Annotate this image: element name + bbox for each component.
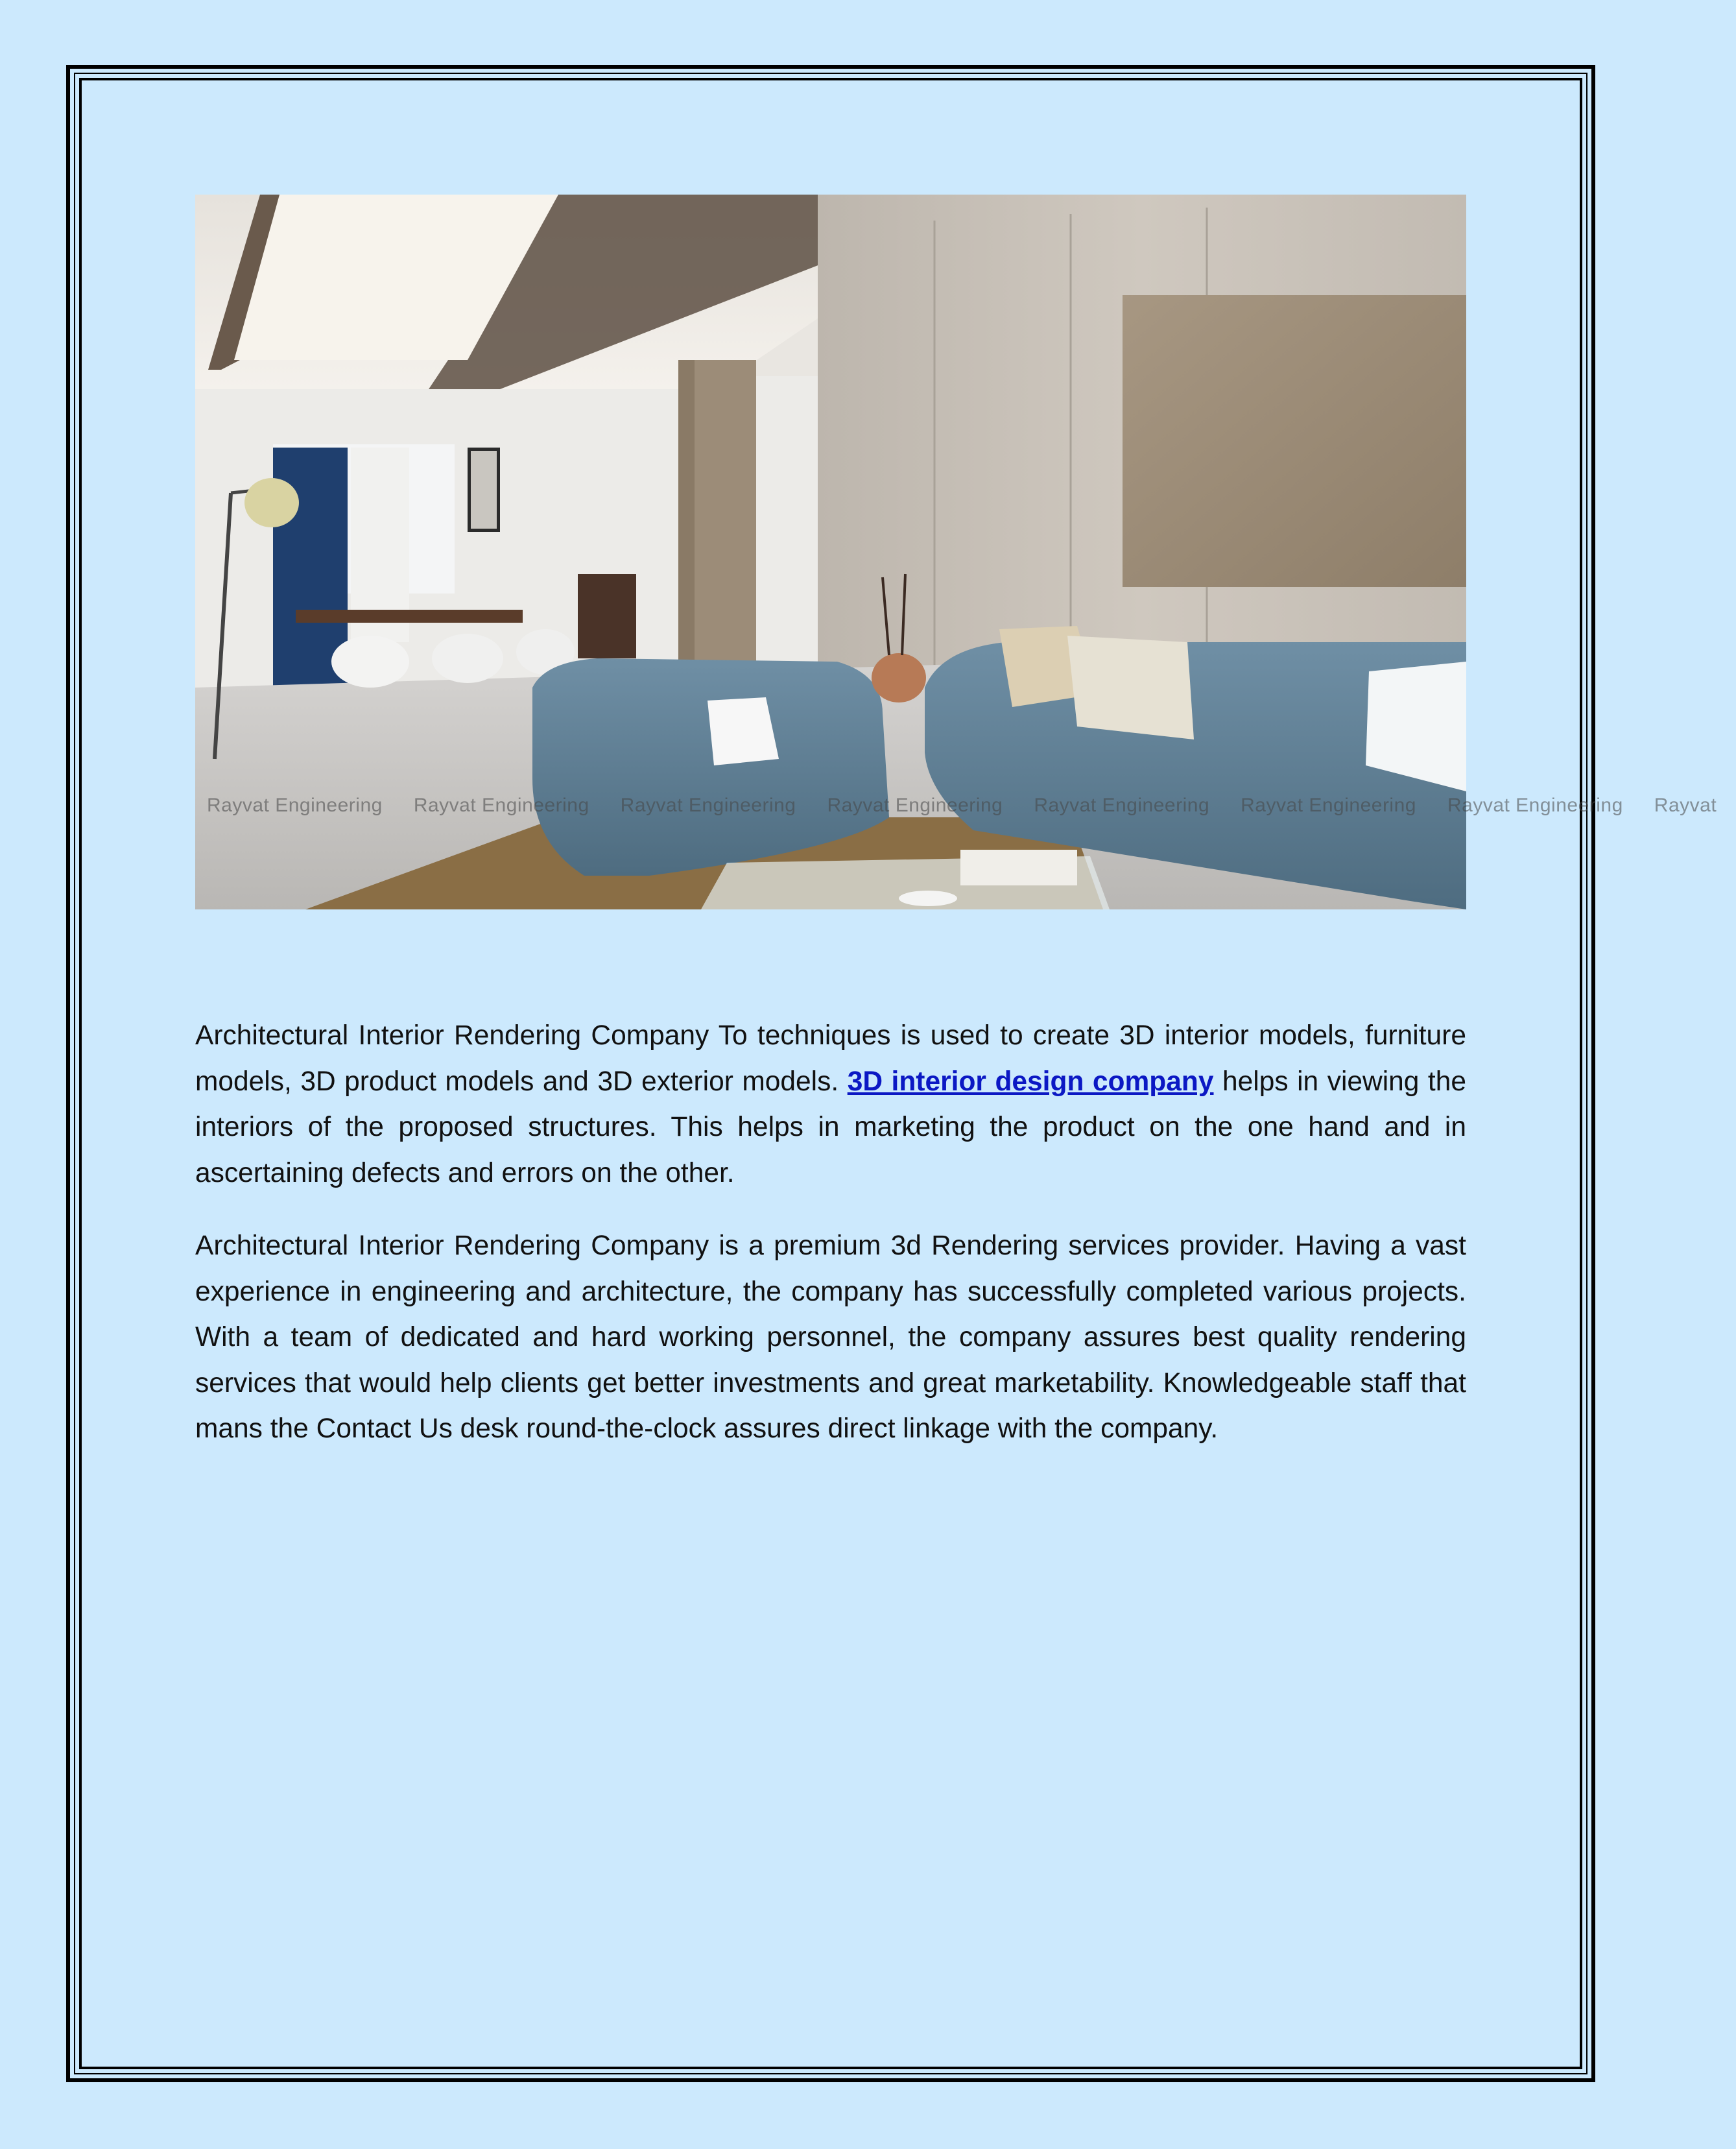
image-watermark: [195, 795, 1717, 817]
watermark-text: Rayvat Engineering: [620, 795, 796, 816]
watermark-text: Rayvat Engineering: [1034, 795, 1210, 816]
watermark-text: Rayvat Engineering: [827, 795, 1003, 816]
article-body: [195, 1013, 1466, 1480]
watermark-text: Rayvat: [1654, 795, 1717, 816]
paragraph-1-continuation: helps in viewing the interiors of the proposed structures. This helps in marketing the product on the one hand and in ascertaining defects and errors on the other.: [195, 1066, 1467, 1188]
interior-design-link[interactable]: 3D interior design company: [847, 1066, 1214, 1097]
paragraph-1: [195, 1013, 1466, 1196]
paragraph-1-intro: Architectural Interior Rendering Company To techniques is used to create 3D interior models, furniture models, 3D product models and 3D exterior models.: [195, 1020, 1466, 1097]
paragraph-2: Architectural Interior Rendering Company is a premium 3d Rendering services provider. Having a vast experience in engineering and architecture, the company has successfully completed various projects. With a team of dedicated and hard working personnel, the company assures best quality rendering services that would help clients get better investments and great marketability. Knowledgeable staff that mans the Contact Us desk round-the-clock assures direct linkage with the company.: [195, 1231, 1466, 1444]
interior-rendering-image: [195, 195, 1717, 909]
watermark-text: Rayvat Engineering: [413, 795, 589, 816]
watermark-text: Rayvat Engineering: [1447, 795, 1623, 816]
watermark-text: Rayvat Engineering: [207, 795, 383, 816]
watermark-text: Rayvat Engineering: [1241, 795, 1416, 816]
